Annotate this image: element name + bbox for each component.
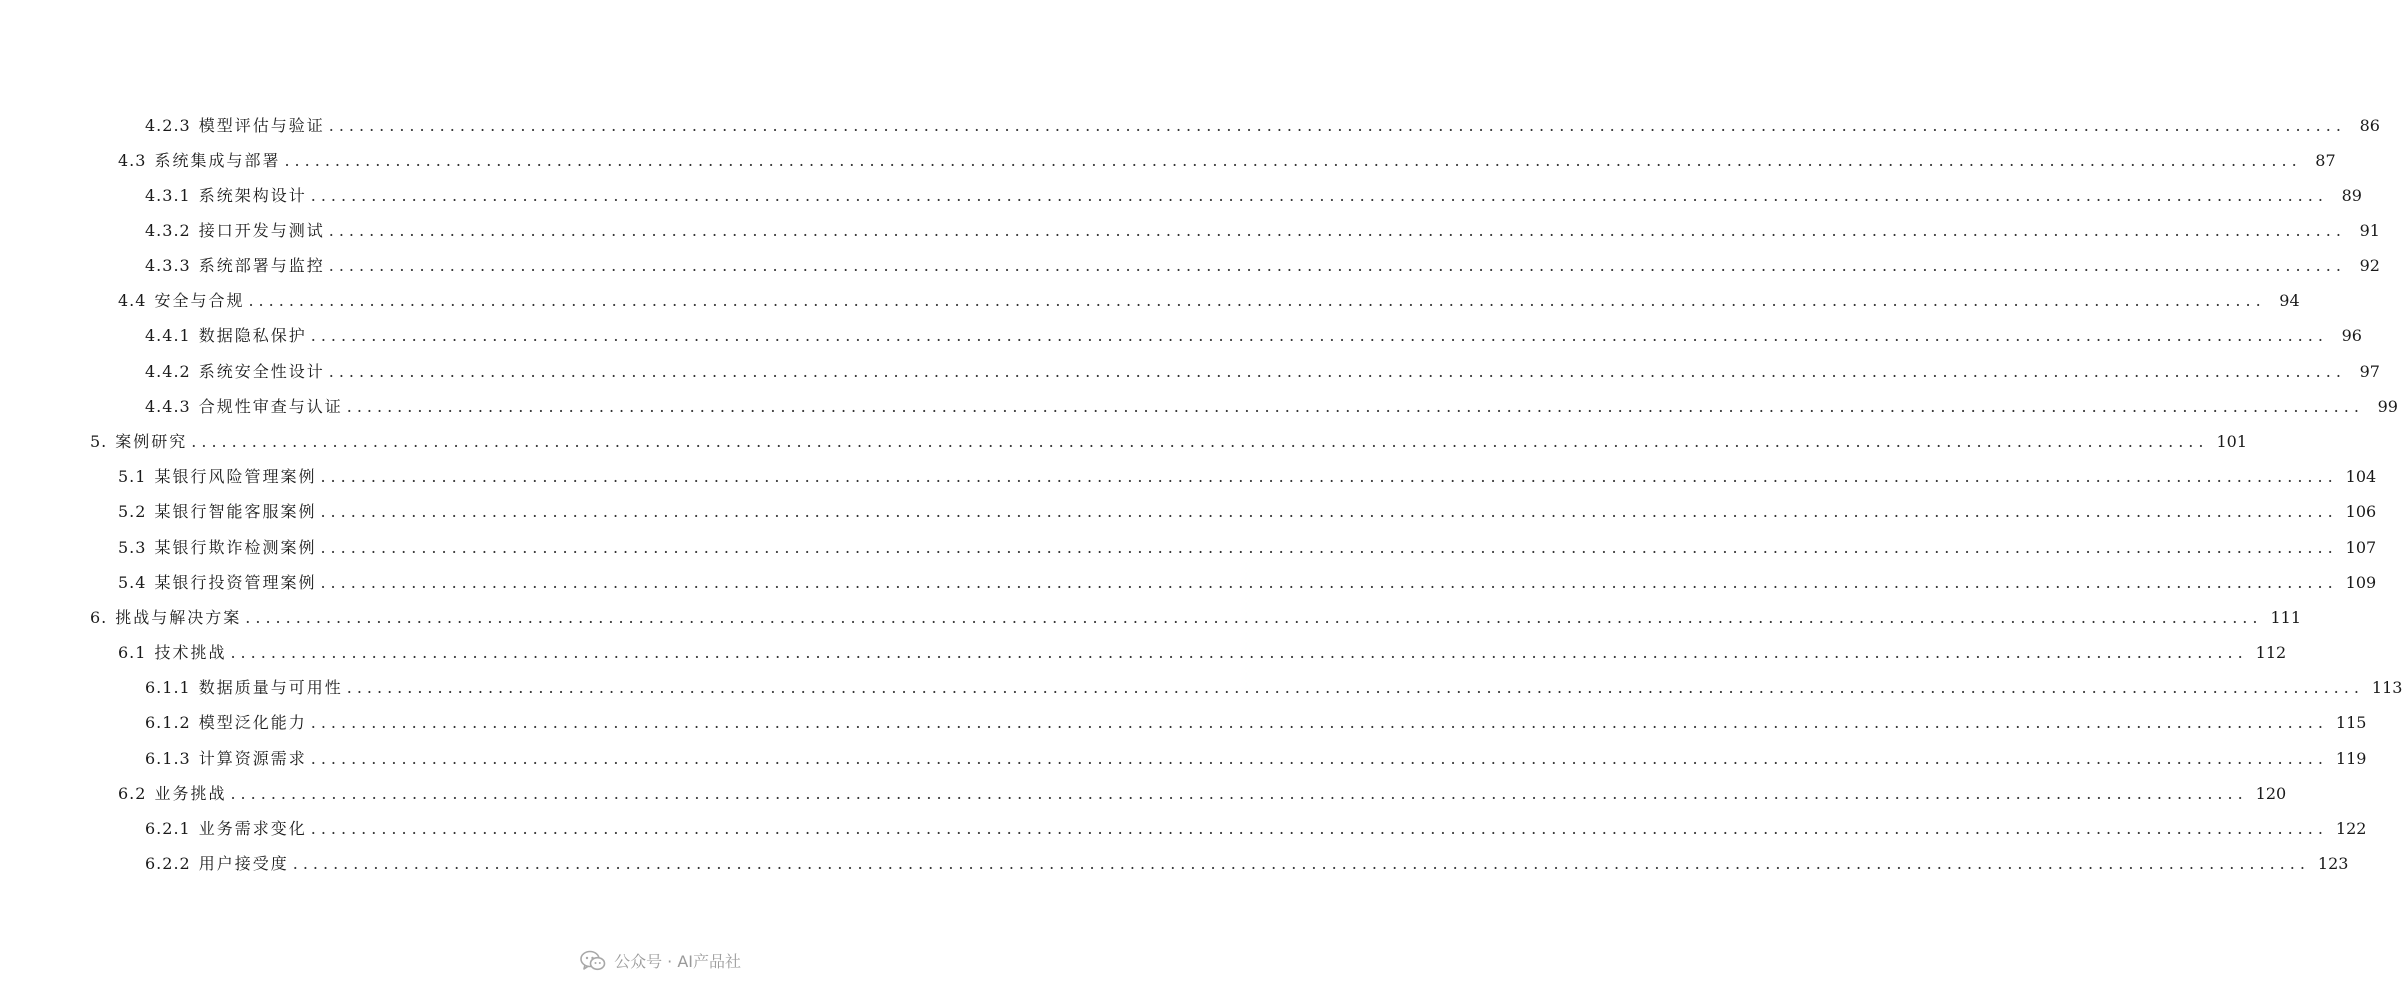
dot-leader: ........................................................................................................................................................................................................ (320, 538, 2338, 557)
toc-entry[interactable] (145, 674, 2402, 698)
section-title: 计算资源需求 (198, 749, 307, 768)
section-title: 业务需求变化 (198, 819, 307, 838)
section-title: 接口开发与测试 (198, 221, 325, 240)
toc-entry[interactable] (90, 604, 2302, 628)
toc-entry[interactable] (145, 393, 2398, 417)
section-title: 系统部署与监控 (198, 256, 325, 275)
dot-leader: ........................................................................................................................................................................................................ (191, 432, 2209, 451)
section-title: 系统集成与部署 (154, 151, 281, 170)
page-number: 112 (2255, 643, 2287, 662)
toc-entry[interactable] (145, 850, 2349, 874)
section-number: 4.3 (118, 151, 147, 170)
page-number: 91 (2359, 221, 2380, 240)
dot-leader: ........................................................................................................................................................................................................ (284, 151, 2302, 170)
section-title: 数据质量与可用性 (198, 678, 343, 697)
page-number: 104 (2345, 467, 2377, 486)
watermark-text: 公众号 · AI产品社 (614, 952, 741, 971)
section-number: 4.4.2 (145, 362, 191, 381)
dot-leader: ........................................................................................................................................................................................................ (328, 116, 2346, 135)
page-number: 101 (2216, 432, 2248, 451)
section-title: 系统安全性设计 (198, 362, 325, 381)
section-number: 4.3.2 (145, 221, 191, 240)
page-number: 89 (2341, 186, 2362, 205)
dot-leader: ........................................................................................................................................................................................................ (310, 749, 2328, 768)
section-number: 6.2.2 (145, 854, 191, 873)
page-number: 96 (2341, 326, 2362, 345)
page-number: 122 (2335, 819, 2367, 838)
section-number: 4.2.3 (145, 116, 191, 135)
toc-entry[interactable] (118, 147, 2336, 171)
dot-leader: ........................................................................................................................................................................................................ (328, 362, 2346, 381)
dot-leader: ........................................................................................................................................................................................................ (328, 221, 2346, 240)
dot-leader: ........................................................................................................................................................................................................ (248, 291, 2266, 310)
section-title: 安全与合规 (154, 291, 245, 310)
section-number: 5.4 (118, 573, 147, 592)
section-number: 5. (90, 432, 108, 451)
toc-entry[interactable] (118, 498, 2377, 522)
page-number: 111 (2270, 608, 2302, 627)
page-number: 106 (2345, 502, 2377, 521)
dot-leader: ........................................................................................................................................................................................................ (292, 854, 2310, 873)
page-number: 113 (2371, 678, 2402, 697)
section-number: 4.4 (118, 291, 147, 310)
page-number: 97 (2359, 362, 2380, 381)
watermark (580, 949, 741, 972)
dot-leader: ........................................................................................................................................................................................................ (310, 713, 2328, 732)
toc-entry[interactable] (118, 534, 2377, 558)
section-title: 技术挑战 (154, 643, 227, 662)
toc-entry[interactable] (145, 217, 2380, 241)
toc-entry[interactable] (145, 252, 2380, 276)
section-title: 用户接受度 (198, 854, 289, 873)
section-title: 某银行投资管理案例 (154, 573, 317, 592)
page-number: 99 (2377, 397, 2398, 416)
page-number: 119 (2335, 749, 2367, 768)
section-title: 数据隐私保护 (198, 326, 307, 345)
toc-entry[interactable] (118, 780, 2287, 804)
dot-leader: ........................................................................................................................................................................................................ (230, 643, 2248, 662)
page-number: 87 (2315, 151, 2336, 170)
toc-entry[interactable] (145, 815, 2367, 839)
dot-leader: ........................................................................................................................................................................................................ (346, 397, 2364, 416)
section-number: 6.1.2 (145, 713, 191, 732)
dot-leader: ........................................................................................................................................................................................................ (320, 573, 2338, 592)
page-number: 115 (2335, 713, 2367, 732)
section-number: 5.2 (118, 502, 147, 521)
dot-leader: ........................................................................................................................................................................................................ (230, 784, 2248, 803)
toc-entry[interactable] (145, 745, 2367, 769)
section-number: 5.3 (118, 538, 147, 557)
dot-leader: ........................................................................................................................................................................................................ (310, 326, 2328, 345)
section-number: 5.1 (118, 467, 147, 486)
page-number: 94 (2279, 291, 2300, 310)
wechat-icon (580, 950, 606, 972)
section-number: 4.3.3 (145, 256, 191, 275)
toc-entry[interactable] (145, 709, 2367, 733)
toc-entry[interactable] (90, 428, 2248, 452)
section-title: 挑战与解决方案 (115, 608, 242, 627)
section-number: 6.2 (118, 784, 147, 803)
page-number: 86 (2359, 116, 2380, 135)
toc-entry[interactable] (118, 287, 2300, 311)
page-number: 123 (2317, 854, 2349, 873)
section-title: 案例研究 (115, 432, 188, 451)
section-number: 6.1.3 (145, 749, 191, 768)
section-title: 业务挑战 (154, 784, 227, 803)
section-number: 6.1 (118, 643, 147, 662)
section-number: 4.4.3 (145, 397, 191, 416)
section-title: 某银行风险管理案例 (154, 467, 317, 486)
dot-leader: ........................................................................................................................................................................................................ (310, 819, 2328, 838)
dot-leader: ........................................................................................................................................................................................................ (328, 256, 2346, 275)
dot-leader: ........................................................................................................................................................................................................ (320, 467, 2338, 486)
page-number: 92 (2359, 256, 2380, 275)
toc-entry[interactable] (118, 639, 2287, 663)
section-number: 6.1.1 (145, 678, 191, 697)
toc-entry[interactable] (145, 112, 2380, 136)
section-title: 某银行智能客服案例 (154, 502, 317, 521)
section-number: 4.4.1 (145, 326, 191, 345)
page-number: 107 (2345, 538, 2377, 557)
section-title: 某银行欺诈检测案例 (154, 538, 317, 557)
section-number: 4.3.1 (145, 186, 191, 205)
section-title: 系统架构设计 (198, 186, 307, 205)
toc-entry[interactable] (145, 358, 2380, 382)
toc-entry[interactable] (145, 182, 2362, 206)
section-number: 6.2.1 (145, 819, 191, 838)
toc-entry[interactable] (118, 569, 2377, 593)
section-title: 合规性审查与认证 (198, 397, 343, 416)
page-number: 109 (2345, 573, 2377, 592)
dot-leader: ........................................................................................................................................................................................................ (245, 608, 2263, 627)
page-number: 120 (2255, 784, 2287, 803)
dot-leader: ........................................................................................................................................................................................................ (310, 186, 2328, 205)
section-number: 6. (90, 608, 108, 627)
section-title: 模型评估与验证 (198, 116, 325, 135)
toc-entry[interactable] (145, 322, 2362, 346)
section-title: 模型泛化能力 (198, 713, 307, 732)
toc-entry[interactable] (118, 463, 2377, 487)
dot-leader: ........................................................................................................................................................................................................ (346, 678, 2364, 697)
dot-leader: ........................................................................................................................................................................................................ (320, 502, 2338, 521)
